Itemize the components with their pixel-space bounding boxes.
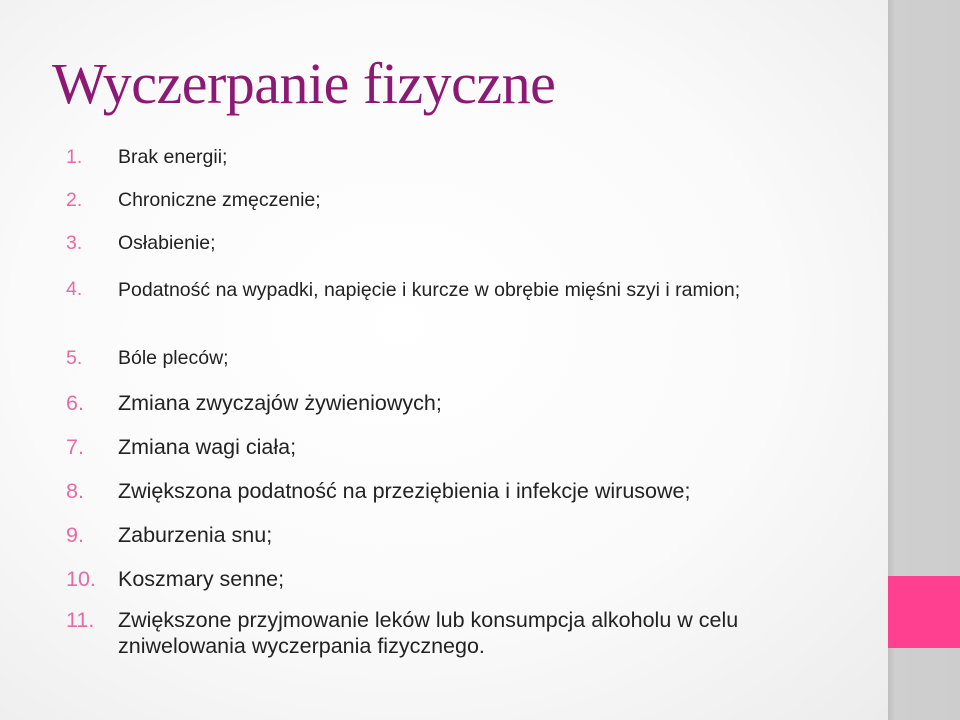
list-item xyxy=(66,434,826,461)
list-item-number: 4. xyxy=(66,278,83,300)
list-item-number: 3. xyxy=(66,232,83,254)
list-item-text: Zaburzenia snu; xyxy=(118,523,273,547)
list-item-text: Brak energii; xyxy=(118,146,228,168)
list-item-text: Zmiana zwyczajów żywieniowych; xyxy=(118,391,442,415)
list-item-number: 5. xyxy=(66,347,83,369)
list-item-text: Podatność na wypadki, napięcie i kurcze w obrębie mięśni szyi i ramion; xyxy=(118,279,741,301)
list-item xyxy=(66,607,826,659)
list-item-text: Zwiększone przyjmowanie leków lub konsumpcja alkoholu w celu zniwelowania wyczerpania fizycznego. xyxy=(118,608,739,658)
accent-square xyxy=(888,576,960,648)
list-item-text: Bóle pleców; xyxy=(118,347,229,369)
list-item-number: 1. xyxy=(66,146,83,168)
list-item xyxy=(66,144,826,171)
list-item-number: 8. xyxy=(66,479,84,503)
list-item-number: 2. xyxy=(66,189,83,211)
list-item xyxy=(66,566,826,593)
list-item-number: 11. xyxy=(66,608,95,632)
list-item xyxy=(66,345,826,372)
list-item-text: Koszmary senne; xyxy=(118,567,285,591)
list-item-text: Osłabienie; xyxy=(118,232,216,254)
list-item xyxy=(66,478,826,505)
list-item-text: Zmiana wagi ciała; xyxy=(118,435,297,459)
list-item-text: Chroniczne zmęczenie; xyxy=(118,189,321,211)
list-item xyxy=(66,276,826,304)
list-item-text: Zwiększona podatność na przeziębienia i infekcje wirusowe; xyxy=(118,479,691,503)
list-item xyxy=(66,230,826,257)
slide-title: Wyczerpanie fizyczne xyxy=(52,51,556,116)
list-item-number: 7. xyxy=(66,435,84,459)
list-item xyxy=(66,390,826,417)
list-item xyxy=(66,522,826,549)
list-item-number: 9. xyxy=(66,523,84,547)
list-item-number: 6. xyxy=(66,391,84,415)
list-item xyxy=(66,187,826,214)
list-item-number: 10. xyxy=(66,567,96,591)
